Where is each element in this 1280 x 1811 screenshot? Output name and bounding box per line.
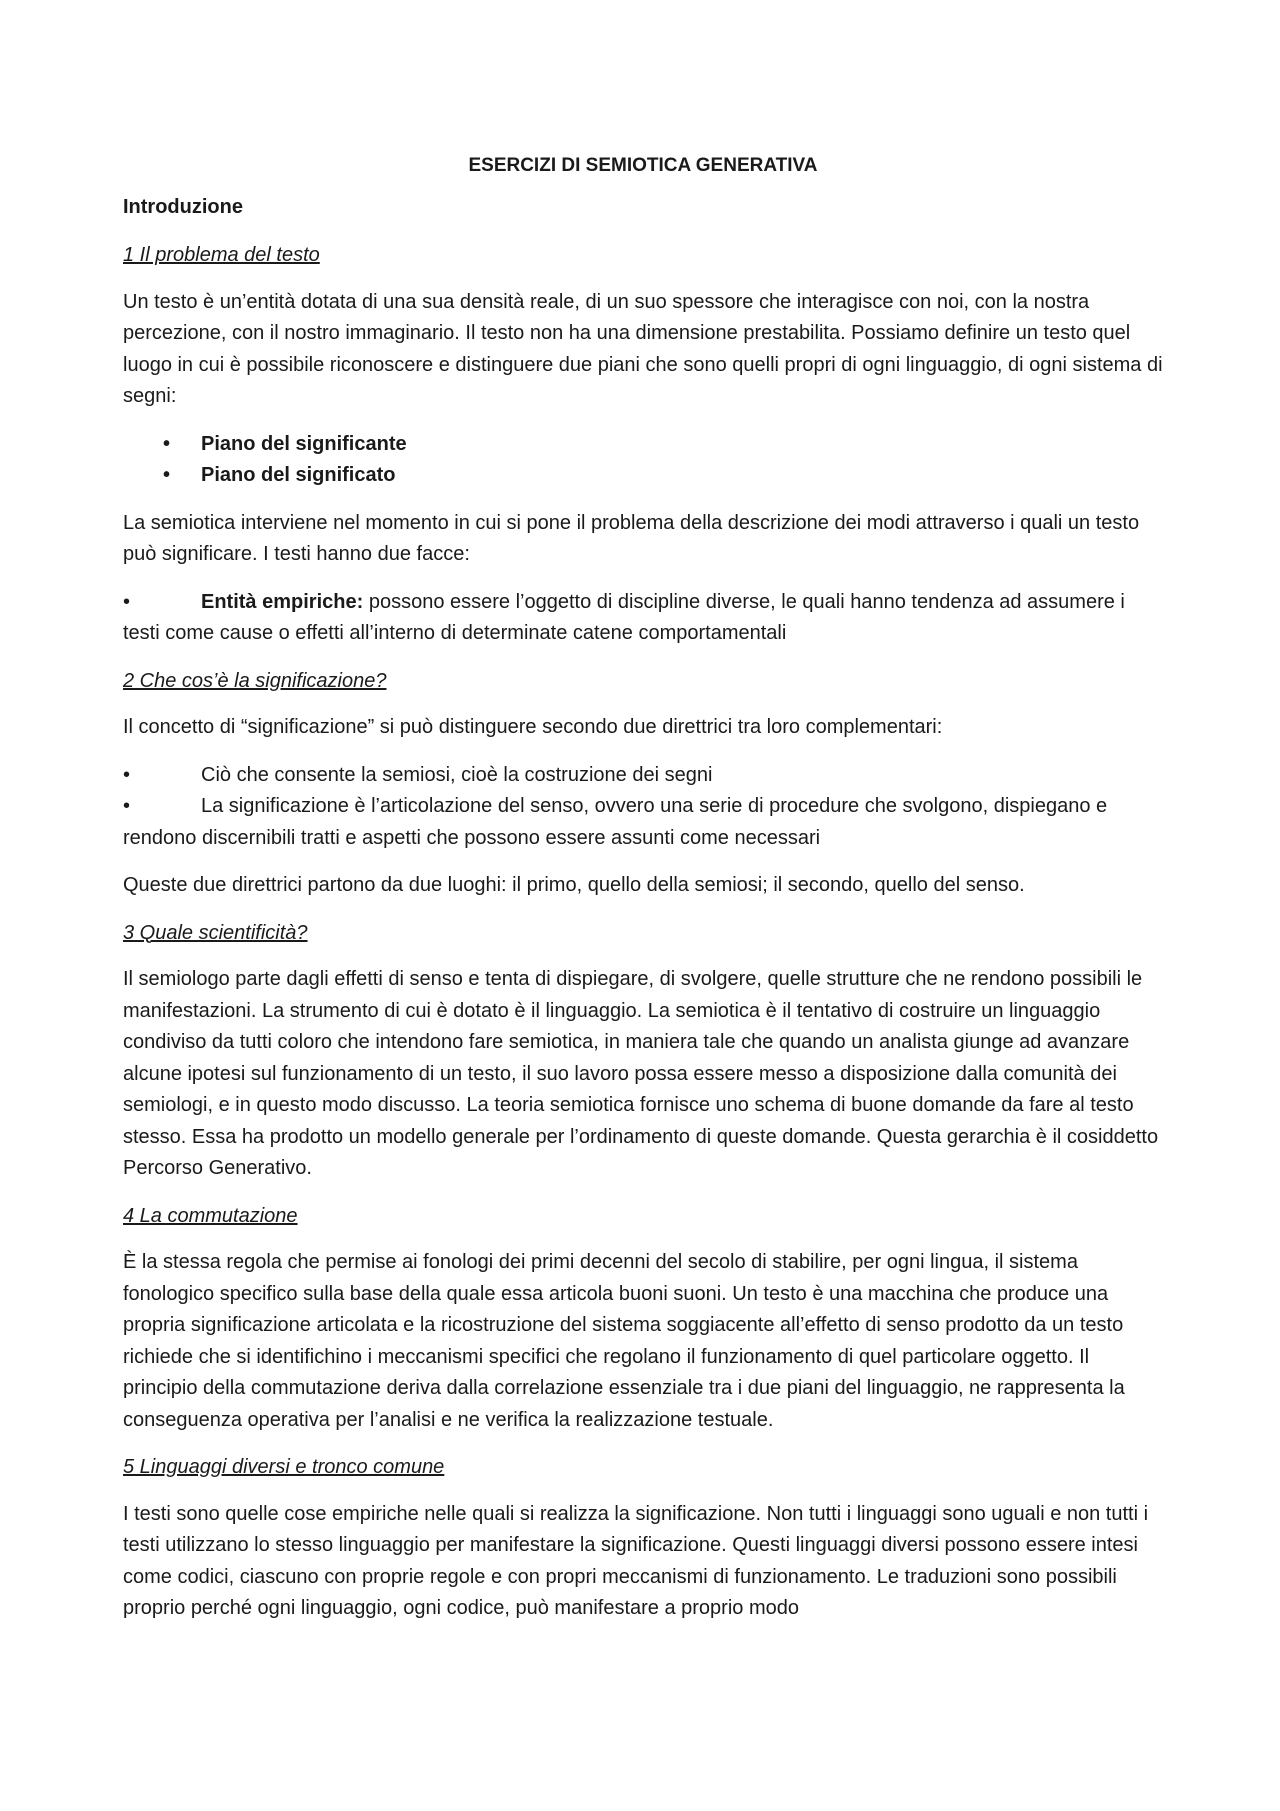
bullet-text: Ciò che consente la semiosi, cioè la costruzione dei segni: [201, 763, 713, 786]
bullet-icon: •: [123, 590, 131, 613]
document-title: ESERCIZI DI SEMIOTICA GENERATIVA: [468, 155, 818, 176]
section-5-paragraph-1: I testi sono quelle cose empiriche nelle quali si realizza la significazione. Non tutti i linguaggi sono uguali e non tutti i testi utilizzano lo stesso linguaggio per manifestare la significazione. Questi linguaggi diversi possono essere intesi come codici, ciascuno con proprie regole e con propri meccanismi di funzionamento. Le traduzioni sono possibili proprio perché ogni linguaggio, ogni codice, può manifestare a proprio modo: [123, 1502, 1149, 1619]
planes-list: [123, 429, 1163, 492]
faces-list: [123, 587, 1163, 650]
bullet-icon: •: [123, 795, 131, 817]
section-heading-5: 5 Linguaggi diversi e tronco comune: [123, 1456, 445, 1478]
section-1-paragraph-1: Un testo è un’entità dotata di una sua densità reale, di un suo spessore che interagisce con noi, con la nostra percezione, con il nostro immaginario. Il testo non ha una dimensione prestabilita. Possiamo definire un testo quel luogo in cui è possibile riconoscere e distinguere due piani che sono quelli propri di ogni linguaggio, di ogni sistema di segni:: [123, 290, 1163, 407]
bullet-icon: •: [123, 763, 131, 786]
list-item: [123, 760, 1163, 792]
list-item: [123, 587, 1163, 650]
section-1-paragraph-2: La semiotica interviene nel momento in cui si pone il problema della descrizione dei modi attraverso i quali un testo può significare. I testi hanno due facce:: [123, 511, 1140, 565]
bullet-text: possono essere l’oggetto di discipline diverse, le quali hanno tendenza ad assumere i testi come cause o effetti all’interno di determinate catene comportamentali: [123, 590, 1125, 644]
bullet-lead: Entità empiriche:: [201, 590, 364, 613]
list-item: • Piano del significato: [163, 460, 1163, 492]
section-heading-1: 1 Il problema del testo: [123, 244, 320, 266]
section-heading-3: 3 Quale scientificità?: [123, 921, 308, 944]
section-3-paragraph-1: Il semiologo parte dagli effetti di senso e tenta di dispiegare, di svolgere, quelle strutture che ne rendono possibili le manifestazioni. La strumento di cui è dotato è il linguaggio. La semiotica è il tentativo di costruire un linguaggio condiviso da tutti coloro che intendono fare semiotica, in maniera tale che quando un analista giunge ad avanzare alcune ipotesi sul funzionamento di un testo, il suo lavoro possa essere messo a disposizione dalla comunità dei semiologi, e in questo modo discusso. La teoria semiotica fornisce uno schema di buone domande da fare al testo stesso. Essa ha prodotto un modello generale per l’ordinamento di queste domande. Questa gerarchia è il cosiddetto Percorso Generativo.: [123, 968, 1159, 1179]
section-4-paragraph-1: È la stessa regola che permise ai fonologi dei primi decenni del secolo di stabilire, per ogni lingua, il sistema fonologico specifico sulla base della quale essa articola buoni suoni. Un testo è una macchina che produce una propria significazione articolata e la ricostruzione del sistema soggiacente all’effetto di senso prodotto da un testo richiede che si identifichino i meccanismi specifici che regolano il funzionamento di quel particolare oggetto. Il principio della commutazione deriva dalla correlazione essenziale tra i due piani del linguaggio, ne rappresenta la conseguenza operativa per l’analisi e ne verifica la realizzazione testuale.: [123, 1251, 1125, 1431]
section-2-paragraph-2: Queste due direttrici partono da due luoghi: il primo, quello della semiosi; il secondo, quello del senso.: [123, 874, 1025, 896]
document-page: [123, 150, 1163, 1641]
section-heading-2: 2 Che cos’è la significazione?: [123, 669, 387, 692]
section-heading-4: 4 La commutazione: [123, 1204, 298, 1227]
list-item: [123, 791, 1163, 854]
section-2-paragraph-1: Il concetto di “significazione” si può distinguere secondo due direttrici tra loro complementari:: [123, 716, 943, 738]
bullet-text: La significazione è l’articolazione del senso, ovvero una serie di procedure che svolgono, dispiegano e rendono discernibili tratti e aspetti che possono essere assunti come necessari: [123, 795, 1108, 849]
list-item: • Piano del significante: [163, 429, 1163, 461]
directions-list: [123, 760, 1163, 855]
intro-heading: Introduzione: [123, 195, 243, 218]
